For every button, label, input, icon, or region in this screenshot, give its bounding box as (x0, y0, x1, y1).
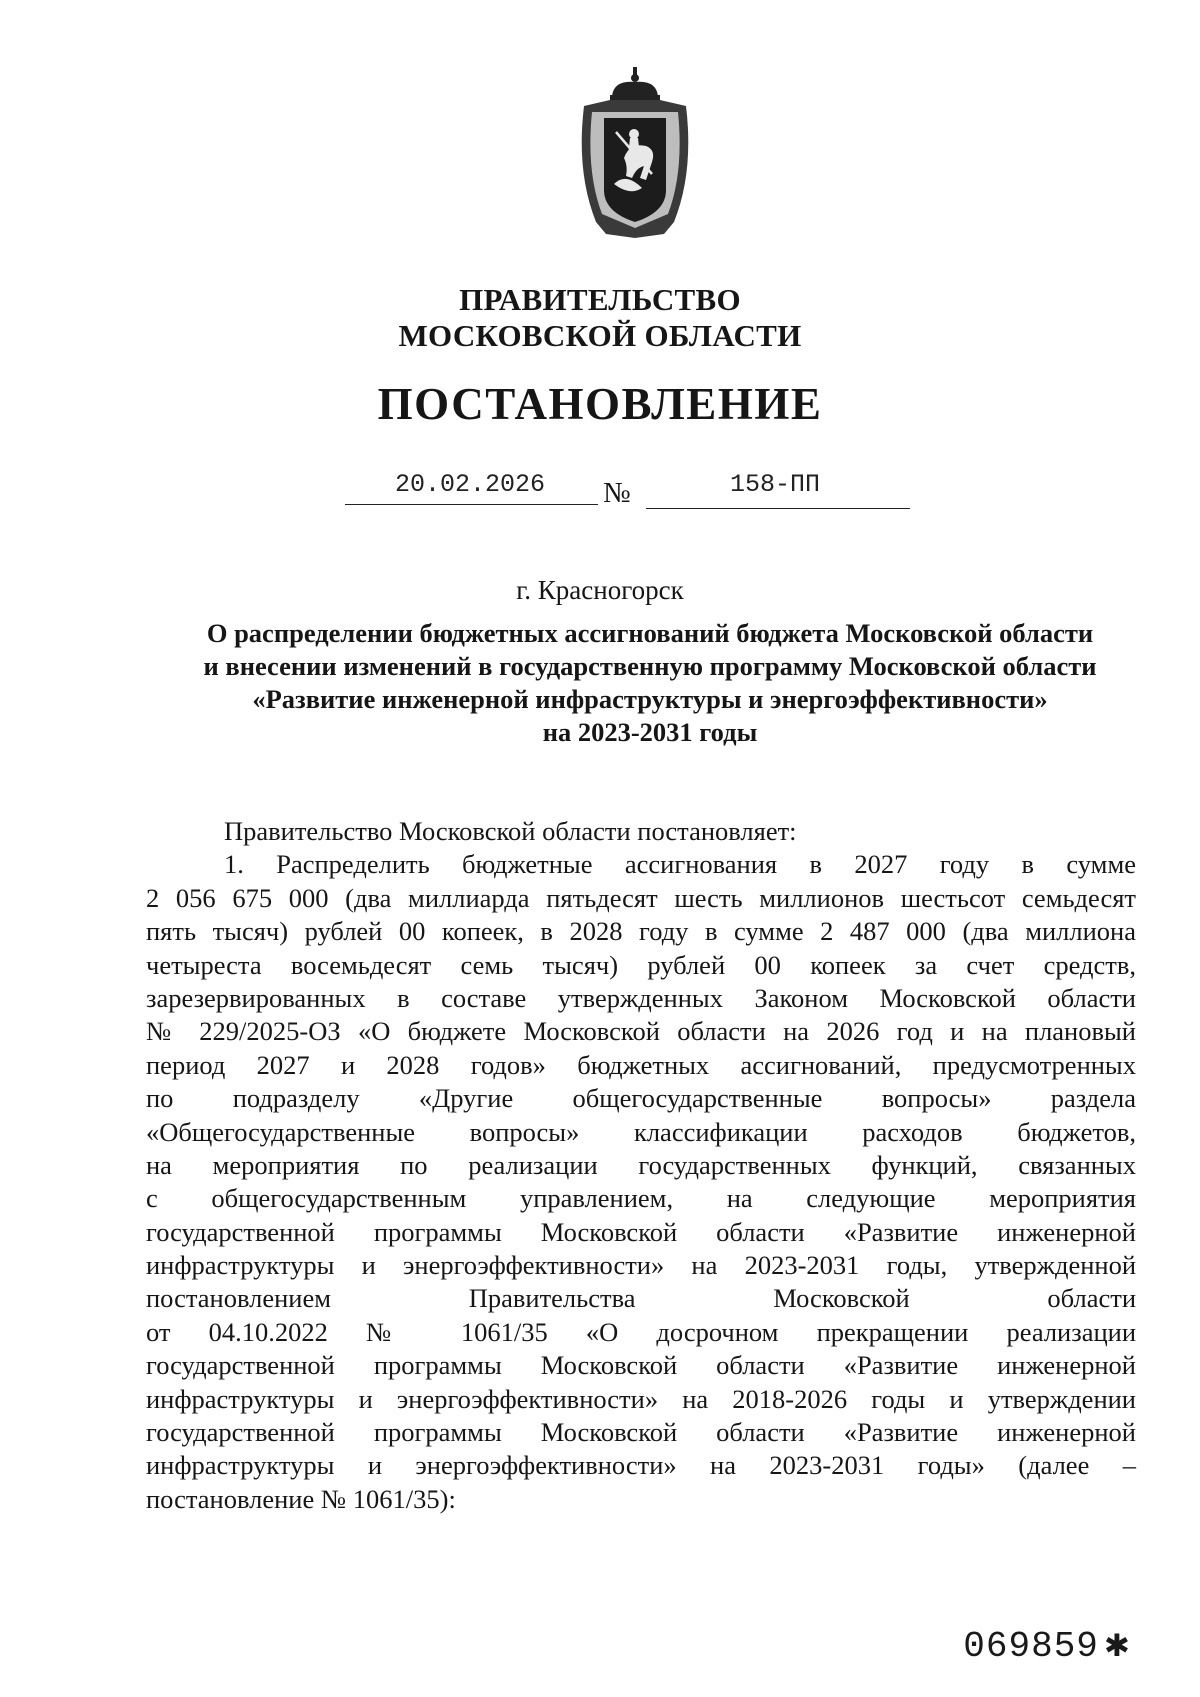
document-title (160, 617, 1140, 749)
coat-of-arms-icon (566, 62, 704, 240)
organization-name-line-1: ПРАВИТЕЛЬСТВО (459, 282, 741, 317)
body-line: инфраструктуры и энергоэффективности» на 2023-2031 годы» (далее – (146, 1450, 1136, 1481)
document-type-heading: ПОСТАНОВЛЕНИЕ (377, 379, 823, 429)
body-line: № 229/2025-ОЗ «О бюджете Московской области на 2026 год и на плановый (146, 1016, 1136, 1047)
body-line: четыреста восемьдесят семь тысяч) рублей 00 копеек за счет средств, (146, 949, 1136, 980)
title-line: О распределении бюджетных ассигнований бюджета Московской области (206, 618, 1094, 648)
body-line: на мероприятия по реализации государственных функций, связанных (146, 1149, 1136, 1180)
serial-asterisk-icon: ✱ (1104, 1624, 1130, 1669)
title-line: и внесении изменений в государственную программу Московской области (203, 651, 1097, 681)
body-line: пять тысяч) рублей 00 копеек, в 2028 году в сумме 2 487 000 (два миллиона (146, 916, 1136, 947)
body-line: государственной программы Московской области «Развитие инженерной (146, 1350, 1136, 1381)
body-line: инфраструктуры и энергоэффективности» на 2018-2026 годы и утверждении (146, 1383, 1136, 1414)
body-line: 1. Распределить бюджетные ассигнования в 2027 году в сумме (224, 849, 1136, 880)
body-line: государственной программы Московской области «Развитие инженерной (146, 1216, 1136, 1247)
body-line: зарезервированных в составе утвержденных Законом Московской области (146, 982, 1136, 1013)
number-underline (646, 508, 910, 509)
body-line: постановлением Правительства Московской области (146, 1283, 1136, 1314)
number-sign: № (603, 477, 631, 509)
document-number: 158-ПП (729, 470, 820, 499)
document-body (146, 815, 1136, 1516)
body-line: 2 056 675 000 (два миллиарда пятьдесят шесть миллионов шестьсот семьдесят (146, 882, 1136, 913)
title-line: на 2023-2031 годы (542, 717, 758, 747)
organization-name-line-2: МОСКОВСКОЙ ОБЛАСТИ (398, 318, 802, 353)
title-line: «Развитие инженерной инфраструктуры и энергоэффективности» (252, 684, 1048, 714)
body-line: по подразделу «Другие общегосударственные вопросы» раздела (146, 1083, 1136, 1114)
body-line: период 2027 и 2028 годов» бюджетных ассигнований, предусмотренных (146, 1049, 1136, 1080)
body-line: постановление № 1061/35): (146, 1483, 456, 1514)
document-date: 20.02.2026 (394, 470, 546, 499)
date-underline (345, 504, 598, 505)
serial-number-value: 069859 (963, 1626, 1099, 1667)
serial-number (963, 1620, 1130, 1669)
body-intro: Правительство Московской области постановляет: (224, 816, 797, 846)
body-line: с общегосударственным управлением, на следующие мероприятия (146, 1183, 1136, 1214)
body-line: инфраструктуры и энергоэффективности» на 2023-2031 годы, утвержденной (146, 1250, 1136, 1281)
body-line: «Общегосударственные вопросы» классификации расходов бюджетов, (146, 1116, 1136, 1147)
body-line: государственной программы Московской области «Развитие инженерной (146, 1417, 1136, 1448)
city-of-issue: г. Красногорск (516, 575, 684, 605)
body-line: от 04.10.2022 № 1061/35 «О досрочном прекращении реализации (146, 1316, 1136, 1347)
